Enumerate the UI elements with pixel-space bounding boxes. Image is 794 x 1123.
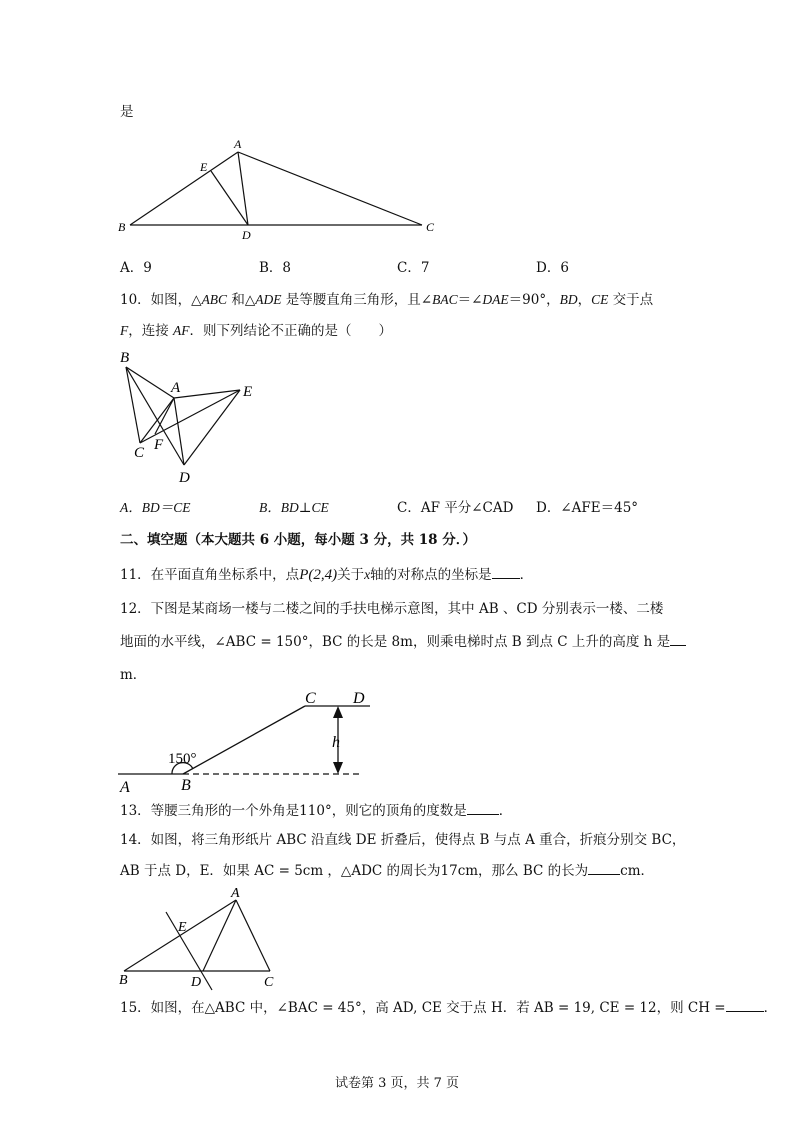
q9-stem-tail: 是 — [120, 104, 134, 120]
q10-label-f: F — [154, 437, 164, 453]
q12-label-b: B — [181, 777, 191, 794]
q12-label-a: A — [120, 779, 130, 796]
q10-option-c: C．AF 平分∠CAD — [397, 500, 514, 516]
q15-answer-blank[interactable] — [726, 999, 764, 1012]
q14-label-c: C — [264, 975, 274, 990]
q14-line-2: AB 于点 D，E．如果 AC = 5cm ，△ADC 的周长为17cm，那么 BC 的长为 cm． — [120, 863, 655, 879]
q13-text: 13．等腰三角形的一个外角是110°，则它的顶角的度数是 ． — [120, 803, 513, 819]
q10-label-d: D — [179, 470, 190, 486]
q12-line-1: 12．下图是某商场一楼与二楼之间的手扶电梯示意图，其中 AB 、CD 分别表示一楼、二楼 — [120, 601, 664, 617]
q10-label-e: E — [243, 384, 253, 400]
q9-option-c: C．7 — [397, 260, 430, 276]
q10-line-1: 10．如图，△ABC 和△ADE 是等腰直角三角形，且∠BAC＝∠DAE＝90°，BD，CE 交于点 — [120, 292, 654, 308]
q10-label-a: A — [171, 380, 181, 396]
q12-label-h: h — [332, 734, 340, 751]
q14-label-e: E — [178, 920, 187, 935]
q9-option-a: A．9 — [120, 260, 152, 276]
section-title: 二、填空题（本大题共 6 小题，每小题 3 分，共 18 分．） — [120, 532, 477, 548]
q10-option-a: A．BD＝CE — [120, 500, 191, 515]
q12-line-3: m． — [120, 667, 147, 683]
q14-segment-ac — [236, 900, 270, 971]
q12-angle-label: 150° — [168, 751, 197, 767]
q9-label-c: C — [426, 220, 435, 234]
q11-text: 11．在平面直角坐标系中，点P(2,4)关于x轴的对称点的坐标是 ． — [120, 567, 534, 583]
q9-label-a: A — [234, 137, 242, 151]
q14-fold-line — [166, 912, 212, 990]
q10-label-c: C — [134, 445, 145, 461]
q12-label-c: C — [305, 690, 316, 707]
q9-label-b: B — [118, 220, 126, 234]
q15-text: 15．如图，在△ABC 中，∠BAC = 45°，高 AD, CE 交于点 H．若 AB = 19, CE = 12，则 CH = ． — [120, 1000, 778, 1016]
q9-label-d: D — [242, 228, 251, 242]
q12-label-d: D — [353, 690, 365, 707]
q10-option-b: B．BD⊥CE — [259, 500, 329, 515]
q10-line-2: F，连接 AF．则下列结论不正确的是（ ） — [120, 323, 393, 339]
q12-line-2: 地面的水平线，∠ABC = 150°，BC 的长是 8m，则乘电梯时点 B 到点 C 上升的高度 h 是 — [120, 633, 686, 651]
q14-label-a: A — [231, 886, 240, 901]
q9-option-d: D．6 — [536, 260, 569, 276]
q14-label-b: B — [119, 973, 128, 988]
q9-option-b: B．8 — [259, 260, 292, 276]
q14-line-1: 14．如图，将三角形纸片 ABC 沿直线 DE 折叠后，使得点 B 与点 A 重合，折痕分别交 BC， — [120, 832, 686, 848]
q10-option-d: D．∠AFE＝45° — [536, 500, 639, 516]
q10-label-b: B — [120, 350, 130, 366]
q9-label-e: E — [200, 160, 208, 174]
page-footer: 试卷第 3 页，共 7 页 — [334, 1076, 460, 1091]
q14-label-d: D — [191, 975, 202, 990]
